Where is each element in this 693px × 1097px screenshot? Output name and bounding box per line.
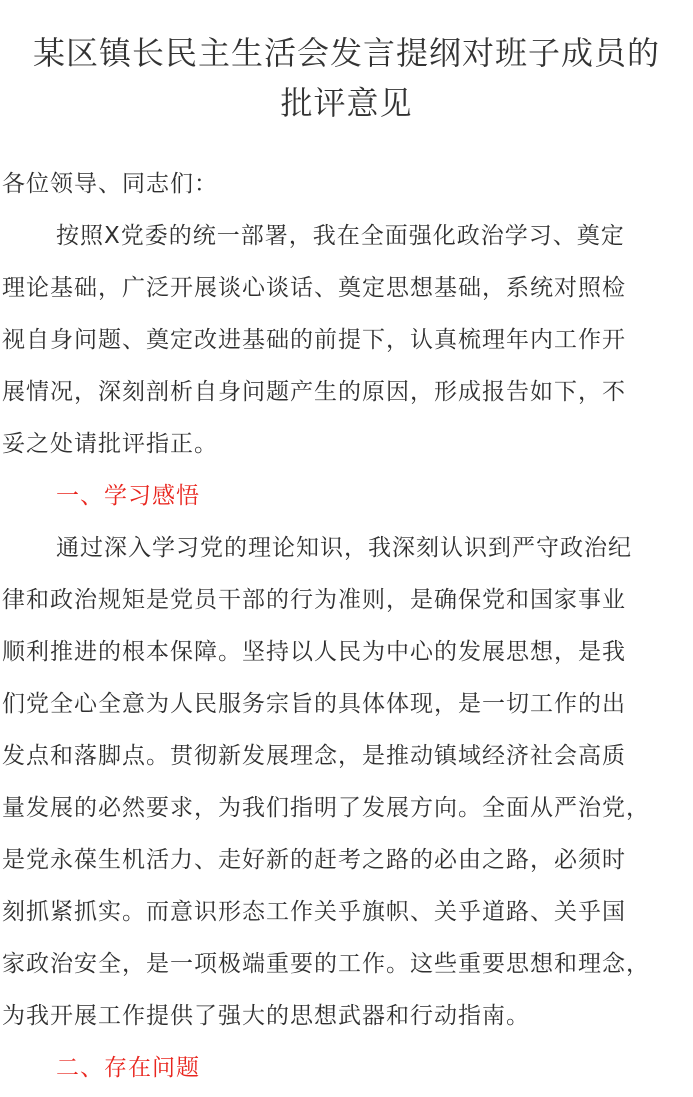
document-title — [0, 28, 693, 128]
title-line-1: 某区镇长民主生活会发言提纲对班子成员的 — [32, 34, 660, 72]
section1-line-3: 顺利推进的根本保障。坚持以人民为中心的发展思想，是我 — [2, 639, 626, 665]
intro-line-5: 妥之处请批评指正。 — [2, 431, 218, 457]
intro-line-3: 视自身问题、奠定改进基础的前提下，认真梳理年内工作开 — [2, 327, 626, 353]
section1-line-10: 为我开展工作提供了强大的思想武器和行动指南。 — [2, 1003, 530, 1029]
section1-line-5: 发点和落脚点。贯彻新发展理念，是推动镇域经济社会高质 — [2, 743, 626, 769]
section1-line-2: 律和政治规矩是党员干部的行为准则，是确保党和国家事业 — [2, 587, 626, 613]
intro-line-1: 按照X党委的统一部署，我在全面强化政治学习、奠定 — [56, 223, 625, 249]
document-body — [2, 158, 691, 1094]
title-line-2: 批评意见 — [280, 84, 413, 122]
greeting: 各位领导、同志们： — [2, 171, 218, 197]
intro-line-4: 展情况，深刻剖析自身问题产生的原因，形成报告如下，不 — [2, 379, 626, 405]
section1-line-7: 是党永葆生机活力、走好新的赶考之路的必由之路，必须时 — [2, 847, 626, 873]
section1-line-6: 量发展的必然要求，为我们指明了发展方向。全面从严治党， — [2, 795, 650, 821]
section1-line-4: 们党全心全意为人民服务宗旨的具体体现，是一切工作的出 — [2, 691, 626, 717]
section-heading-problems: 二、存在问题 — [56, 1055, 200, 1081]
section1-line-8: 刻抓紧抓实。而意识形态工作关乎旗帜、关乎道路、关乎国 — [2, 899, 626, 925]
section1-line-1: 通过深入学习党的理论知识，我深刻认识到严守政治纪 — [56, 535, 632, 561]
section-heading-study: 一、学习感悟 — [56, 483, 200, 509]
intro-line-2: 理论基础，广泛开展谈心谈话、奠定思想基础，系统对照检 — [2, 275, 626, 301]
section1-line-9: 家政治安全，是一项极端重要的工作。这些重要思想和理念， — [2, 951, 650, 977]
